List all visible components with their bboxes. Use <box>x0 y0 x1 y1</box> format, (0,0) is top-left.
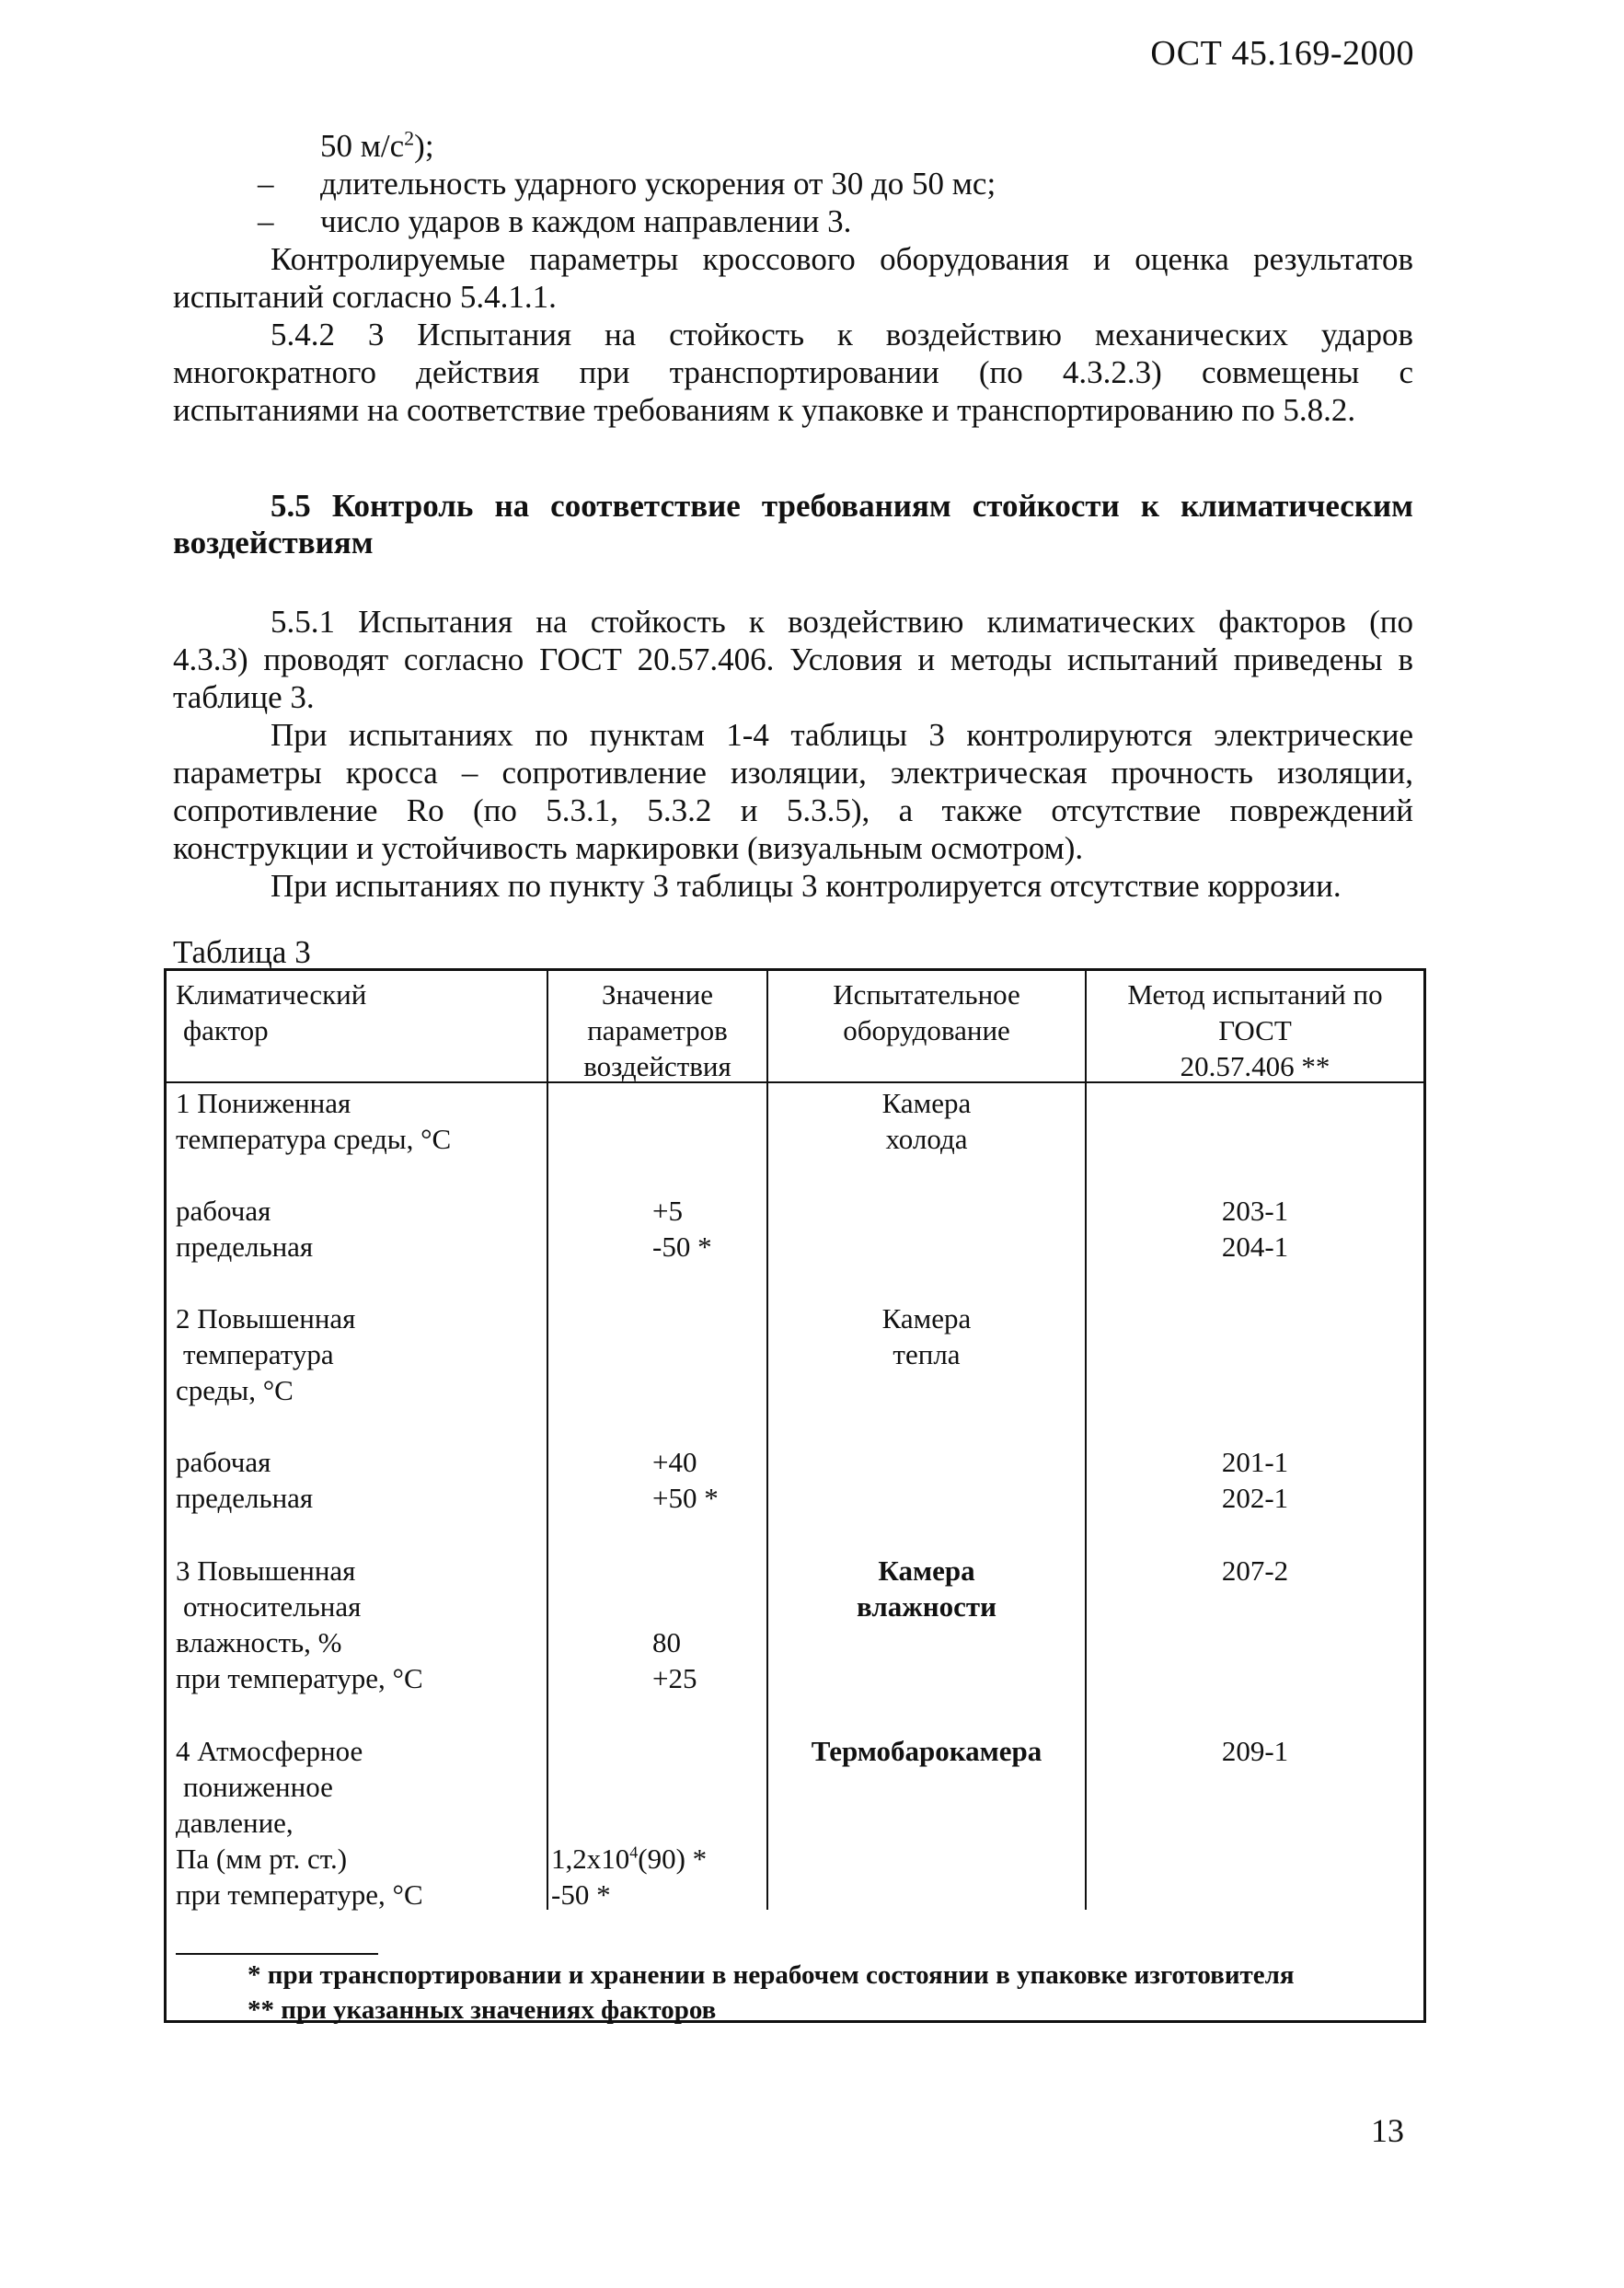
clause-5423-l3: испытаниями на соответствие требованиям к упаковке и транспортированию по 5.8.2. <box>173 392 1356 428</box>
footnote-single-asterisk: * при транспортировании и хранении в нерабочем состоянии в упаковке изготовителя <box>248 1960 1295 1990</box>
header-equipment: Испытательное оборудование <box>833 978 1020 1046</box>
intro-block <box>173 127 1413 429</box>
dash-item-count: – число ударов в каждом направлении 3. <box>258 203 852 239</box>
row2-values: +40 +50 * <box>652 1446 719 1514</box>
controlled-params-l1: Контролируемые параметры кроссового оборудования и оценка результатов <box>271 241 1413 277</box>
row4-equipment: Термобарокамера <box>811 1735 1042 1767</box>
section-heading-5-5: 5.5 Контроль на соответствие требованиям стойкости к климатическим воздействиям <box>173 488 1413 560</box>
row4-values: $1,2x10^4(90)$ * -50 * <box>551 1843 708 1911</box>
row2-methods: 201-1 202-1 <box>1221 1446 1289 1514</box>
header-factor: Климатический фактор <box>176 978 367 1046</box>
footnote-rule <box>176 1953 378 1955</box>
page-number: 13 <box>1371 2112 1404 2149</box>
row1-factor: 1 Пониженная температура среды, °С <box>176 1087 452 1155</box>
row3-method: 207-2 <box>1221 1554 1289 1587</box>
row3-equipment: Камера влажности <box>857 1554 996 1623</box>
row2-equipment: Камера тепла <box>881 1302 972 1370</box>
climatic-tests-table <box>164 968 1426 2023</box>
row3-factor: 3 Повышенная относительная влажность, % при температуре, °С <box>176 1554 423 1694</box>
row4-method: 209-1 <box>1221 1735 1289 1767</box>
header-method: Метод испытаний по ГОСТ 20.57.406 ** <box>1127 978 1383 1082</box>
clause-5423-l1: 5.4.2 3 Испытания на стойкость к воздействию механических ударов <box>271 317 1413 352</box>
tests-params-l3: сопротивление Ro (по 5.3.1, 5.3.2 и 5.3.5), а также отсутствие повреждений <box>173 792 1413 828</box>
row4-factor: 4 Атмосферное пониженное давление, Па (мм рт. ст.) при температуре, °С <box>176 1735 423 1911</box>
row1-equipment: Камера холода <box>881 1087 972 1155</box>
footnote-double-asterisk: ** при указанных значениях факторов <box>248 1995 717 2025</box>
row3-values: 80 +25 <box>652 1626 697 1694</box>
clause-551-l3: таблице 3. <box>173 679 315 715</box>
dash-item-duration: – длительность ударного ускорения от 30 до 50 мс; <box>258 166 996 202</box>
table-caption: Таблица 3 <box>173 934 311 970</box>
row2-sub-labels: рабочая предельная <box>176 1446 314 1514</box>
tests-params-l2: параметры кросса – сопротивление изоляции, электрическая прочность изоляции, <box>173 755 1413 791</box>
row1-sub-labels: рабочая предельная <box>176 1195 314 1263</box>
document-code: ОСТ 45.169-2000 <box>1150 34 1414 73</box>
tests-params-l1: При испытаниях по пунктам 1-4 таблицы 3 контролируются электрические <box>271 717 1413 753</box>
row1-values: +5 -50 * <box>652 1195 712 1263</box>
row1-methods: 203-1 204-1 <box>1221 1195 1289 1263</box>
clause-551-l1: 5.5.1 Испытания на стойкость к воздействию климатических факторов (по <box>271 604 1413 640</box>
clause-5423-l2: многократного действия при транспортировании (по 4.3.2.3) совмещены с <box>173 354 1413 390</box>
tests-params-l4: конструкции и устойчивость маркировки (визуальным осмотром). <box>173 830 1084 866</box>
intro-line-50: 50 $м/с^2$); <box>320 126 434 164</box>
clause-551-l2: 4.3.3) проводят согласно ГОСТ 20.57.406. Условия и методы испытаний приведены в <box>173 641 1413 677</box>
section-5-5-body <box>173 603 1413 905</box>
table-divider-col2 <box>547 971 548 1910</box>
corrosion-note: При испытаниях по пункту 3 таблицы 3 контролируется отсутствие коррозии. <box>271 868 1342 904</box>
controlled-params-l2: испытаний согласно 5.4.1.1. <box>173 279 557 315</box>
header-value: Значение параметров воздействия <box>583 978 731 1082</box>
row2-factor: 2 Повышенная температура среды, °С <box>176 1302 356 1406</box>
table-divider-col4 <box>1085 971 1087 1910</box>
